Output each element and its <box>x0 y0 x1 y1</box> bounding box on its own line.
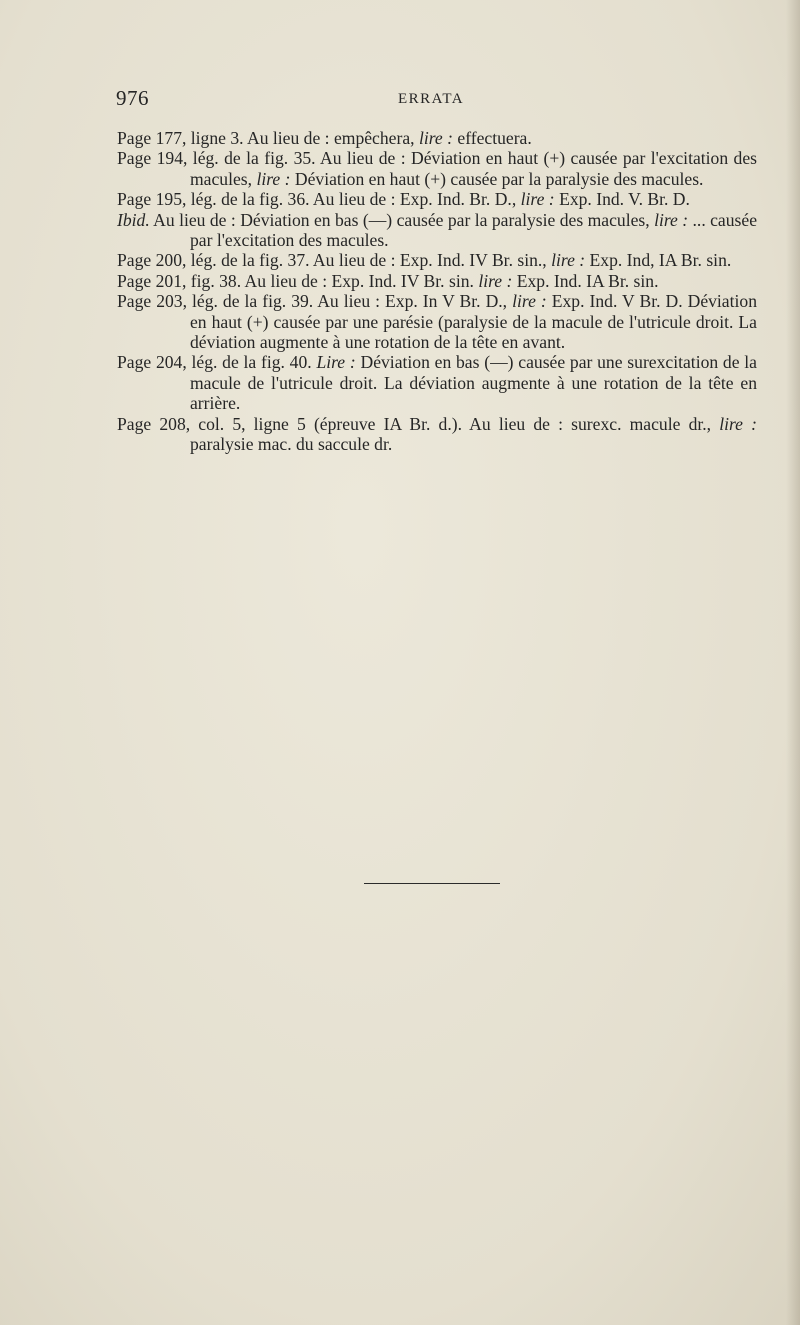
errata-entry: Page 208, col. 5, ligne 5 (épreuve IA Br. d.). Au lieu de : surexc. macule dr., lire : paralysie mac. du saccule dr. <box>117 413 757 455</box>
page-edge-shadow <box>786 0 800 1325</box>
errata-entry: Page 203, lég. de la fig. 39. Au lieu : Exp. In V Br. D., lire : Exp. Ind. V Br. D. Déviation en haut (+) causée par une parésie (paralysie de la macule de l'utricule droit. La déviation augmente à une rotation de la tête en avant. <box>117 291 757 353</box>
errata-entry: Page 204, lég. de la fig. 40. Lire : Déviation en bas (—) causée par une surexcitation de la macule de l'utricule droit. La déviation augmente à une rotation de la tête en arrière. <box>117 352 757 414</box>
errata-entry: Page 195, lég. de la fig. 36. Au lieu de : Exp. Ind. Br. D., lire : Exp. Ind. V. Br. D. <box>117 189 690 210</box>
errata-entry: Page 177, ligne 3. Au lieu de : empêchera, lire : effectuera. <box>117 128 532 148</box>
page-number: 976 <box>116 86 149 110</box>
errata-entry: Ibid. Au lieu de : Déviation en bas (—) causée par la paralysie des macules, lire : ... causée par l'excitation des macules. <box>117 209 757 251</box>
errata-entry: Page 200, lég. de la fig. 37. Au lieu de : Exp. Ind. IV Br. sin., lire : Exp. Ind, IA Br. sin. <box>117 250 732 271</box>
running-head: ERRATA <box>398 91 465 107</box>
end-rule-divider <box>364 883 500 884</box>
errata-entry: Page 194, lég. de la fig. 35. Au lieu de : Déviation en haut (+) causée par l'excitation des macules, lire : Déviation en haut (+) causée par la paralysie des macules. <box>117 148 757 189</box>
errata-list <box>117 128 757 455</box>
errata-entry: Page 201, fig. 38. Au lieu de : Exp. Ind. IV Br. sin. lire : Exp. Ind. IA Br. sin. <box>117 270 659 291</box>
